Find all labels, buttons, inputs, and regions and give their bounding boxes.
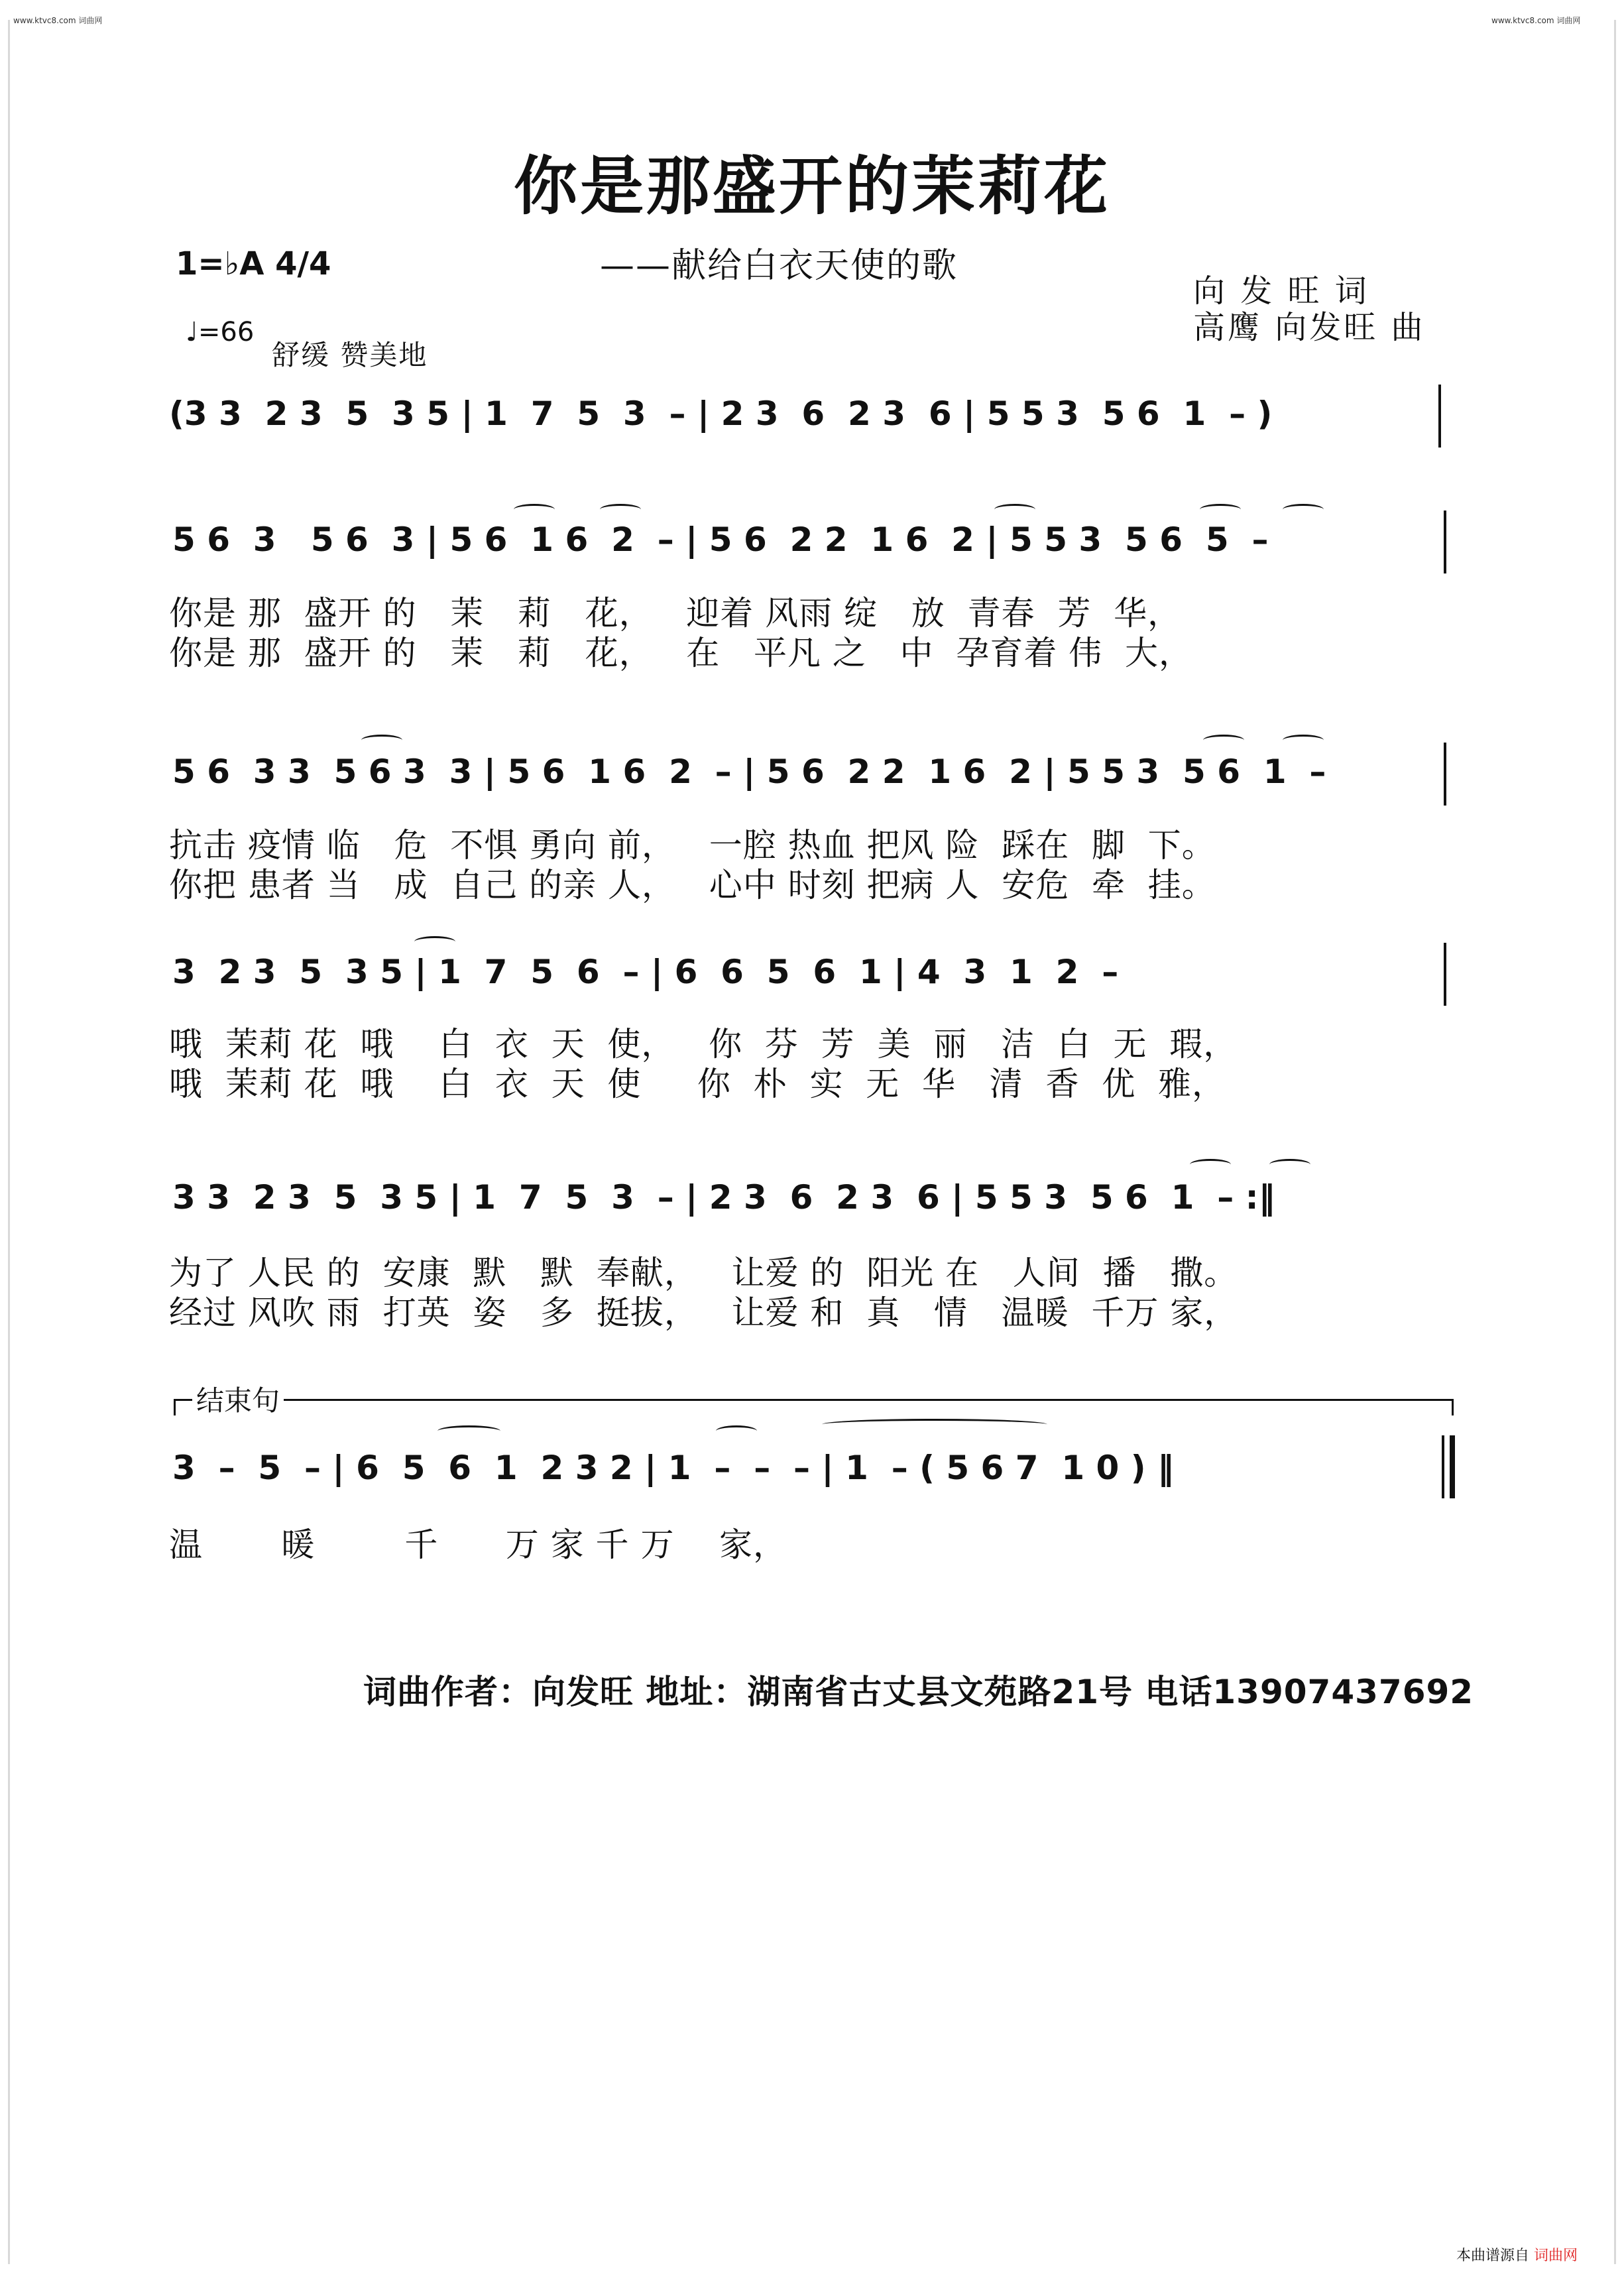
ending-bracket-left	[174, 1399, 176, 1415]
expression-marking: 舒缓 赞美地	[272, 339, 428, 371]
lyric-line-4-verse-1: 哦 茉莉 花 哦 白 衣 天 使， 你 芬 芳 美 丽 洁 白 无 瑕，	[169, 1025, 1238, 1063]
slur-mark	[414, 936, 455, 947]
staff-line-2: 5 6 3 5 6 3 | 5 6 1 6 2 – | 5 6 2 2 1 6 2 | 5 5 3 5 6 5 –	[172, 520, 1269, 559]
slur-mark	[514, 504, 555, 515]
slur-mark	[1203, 735, 1244, 746]
ending-label: 结束句	[192, 1379, 284, 1419]
song-subtitle: ——献给白衣天使的歌	[600, 246, 958, 286]
tie-mark	[822, 1419, 1047, 1430]
lyric-line-4-verse-2: 哦 茉莉 花 哦 白 衣 天 使 你 朴 实 无 华 清 香 优 雅，	[169, 1065, 1226, 1103]
tempo-marking: ♩=66	[186, 317, 255, 347]
lyric-line-2-verse-1: 你是 那 盛开 的 茉 莉 花， 迎着 风雨 绽 放 青春 芳 华，	[169, 594, 1182, 632]
lyric-line-3-verse-1: 抗击 疫情 临 危 不惧 勇向 前， 一腔 热血 把风 险 踩在 脚 下。	[169, 826, 1216, 865]
slur-mark	[1269, 1159, 1310, 1170]
barline	[1444, 943, 1446, 1006]
staff-line-5: 3 3 2 3 5 3 5 | 1 7 5 3 – | 2 3 6 2 3 6 | 5 5 3 5 6 1 – :‖	[172, 1178, 1275, 1217]
slur-mark	[1190, 1159, 1231, 1170]
key-signature: 1=♭A 4/4	[176, 245, 331, 282]
author-contact-info: 词曲作者：向发旺 地址：湖南省古丈县文苑路21号 电话13907437692	[363, 1673, 1474, 1711]
lyric-line-5-verse-1: 为了 人民 的 安康 默 默 奉献， 让爱 的 阳光 在 人间 播 撒。	[169, 1254, 1238, 1292]
source-credit	[1456, 2244, 1578, 2265]
slur-mark	[1283, 735, 1324, 746]
lyric-line-3-verse-2: 你把 患者 当 成 自己 的亲 人， 心中 时刻 把病 人 安危 牵 挂。	[169, 866, 1216, 904]
slur-mark	[600, 504, 641, 515]
watermark-top-right: www.ktvc8.com 词曲网	[1491, 16, 1581, 25]
left-page-edge	[8, 20, 10, 2264]
slur-mark	[1283, 504, 1324, 515]
slur-mark	[716, 1425, 757, 1437]
ending-bracket-line	[174, 1399, 1453, 1401]
barline	[1444, 743, 1446, 806]
slur-mark	[437, 1425, 500, 1437]
staff-line-4: 3 2 3 5 3 5 | 1 7 5 6 – | 6 6 5 6 1 | 4 3 1 2 –	[172, 953, 1119, 991]
lyric-line-6: 温 暖 千 万 家 千 万 家，	[169, 1526, 787, 1564]
lyric-line-5-verse-2: 经过 风吹 雨 打英 姿 多 挺拔， 让爱 和 真 情 温暖 千万 家，	[169, 1293, 1238, 1332]
lyric-line-2-verse-2: 你是 那 盛开 的 茉 莉 花， 在 平凡 之 中 孕育着 伟 大，	[169, 634, 1193, 672]
lyricist-credit: 向 发 旺 词	[1193, 272, 1369, 310]
source-prefix: 本曲谱源自	[1456, 2248, 1529, 2264]
slur-mark	[994, 504, 1035, 515]
final-barline	[1442, 1435, 1444, 1498]
composer-credit: 高鹰 向发旺 曲	[1193, 309, 1426, 346]
song-title: 你是那盛开的茉莉花	[514, 149, 1110, 223]
final-barline-thick	[1450, 1435, 1455, 1498]
source-site-link[interactable]: 词曲网	[1533, 2248, 1578, 2264]
slur-mark	[361, 735, 402, 746]
staff-line-3: 5 6 3 3 5 6 3 3 | 5 6 1 6 2 – | 5 6 2 2 1 6 2 | 5 5 3 5 6 1 –	[172, 752, 1326, 791]
barline	[1438, 385, 1441, 448]
barline	[1444, 511, 1446, 573]
staff-line-1: (3 3 2 3 5 3 5 | 1 7 5 3 – | 2 3 6 2 3 6 | 5 5 3 5 6 1 – )	[169, 394, 1273, 433]
ending-bracket-right	[1452, 1399, 1454, 1415]
right-page-edge	[1614, 20, 1616, 2264]
slur-mark	[1200, 504, 1241, 515]
staff-line-6: 3 – 5 – | 6 5 6 1 2 3 2 | 1 – – – | 1 – ( 5 6 7 1 0 ) ‖	[172, 1449, 1175, 1487]
watermark-top-left: www.ktvc8.com 词曲网	[13, 16, 103, 25]
